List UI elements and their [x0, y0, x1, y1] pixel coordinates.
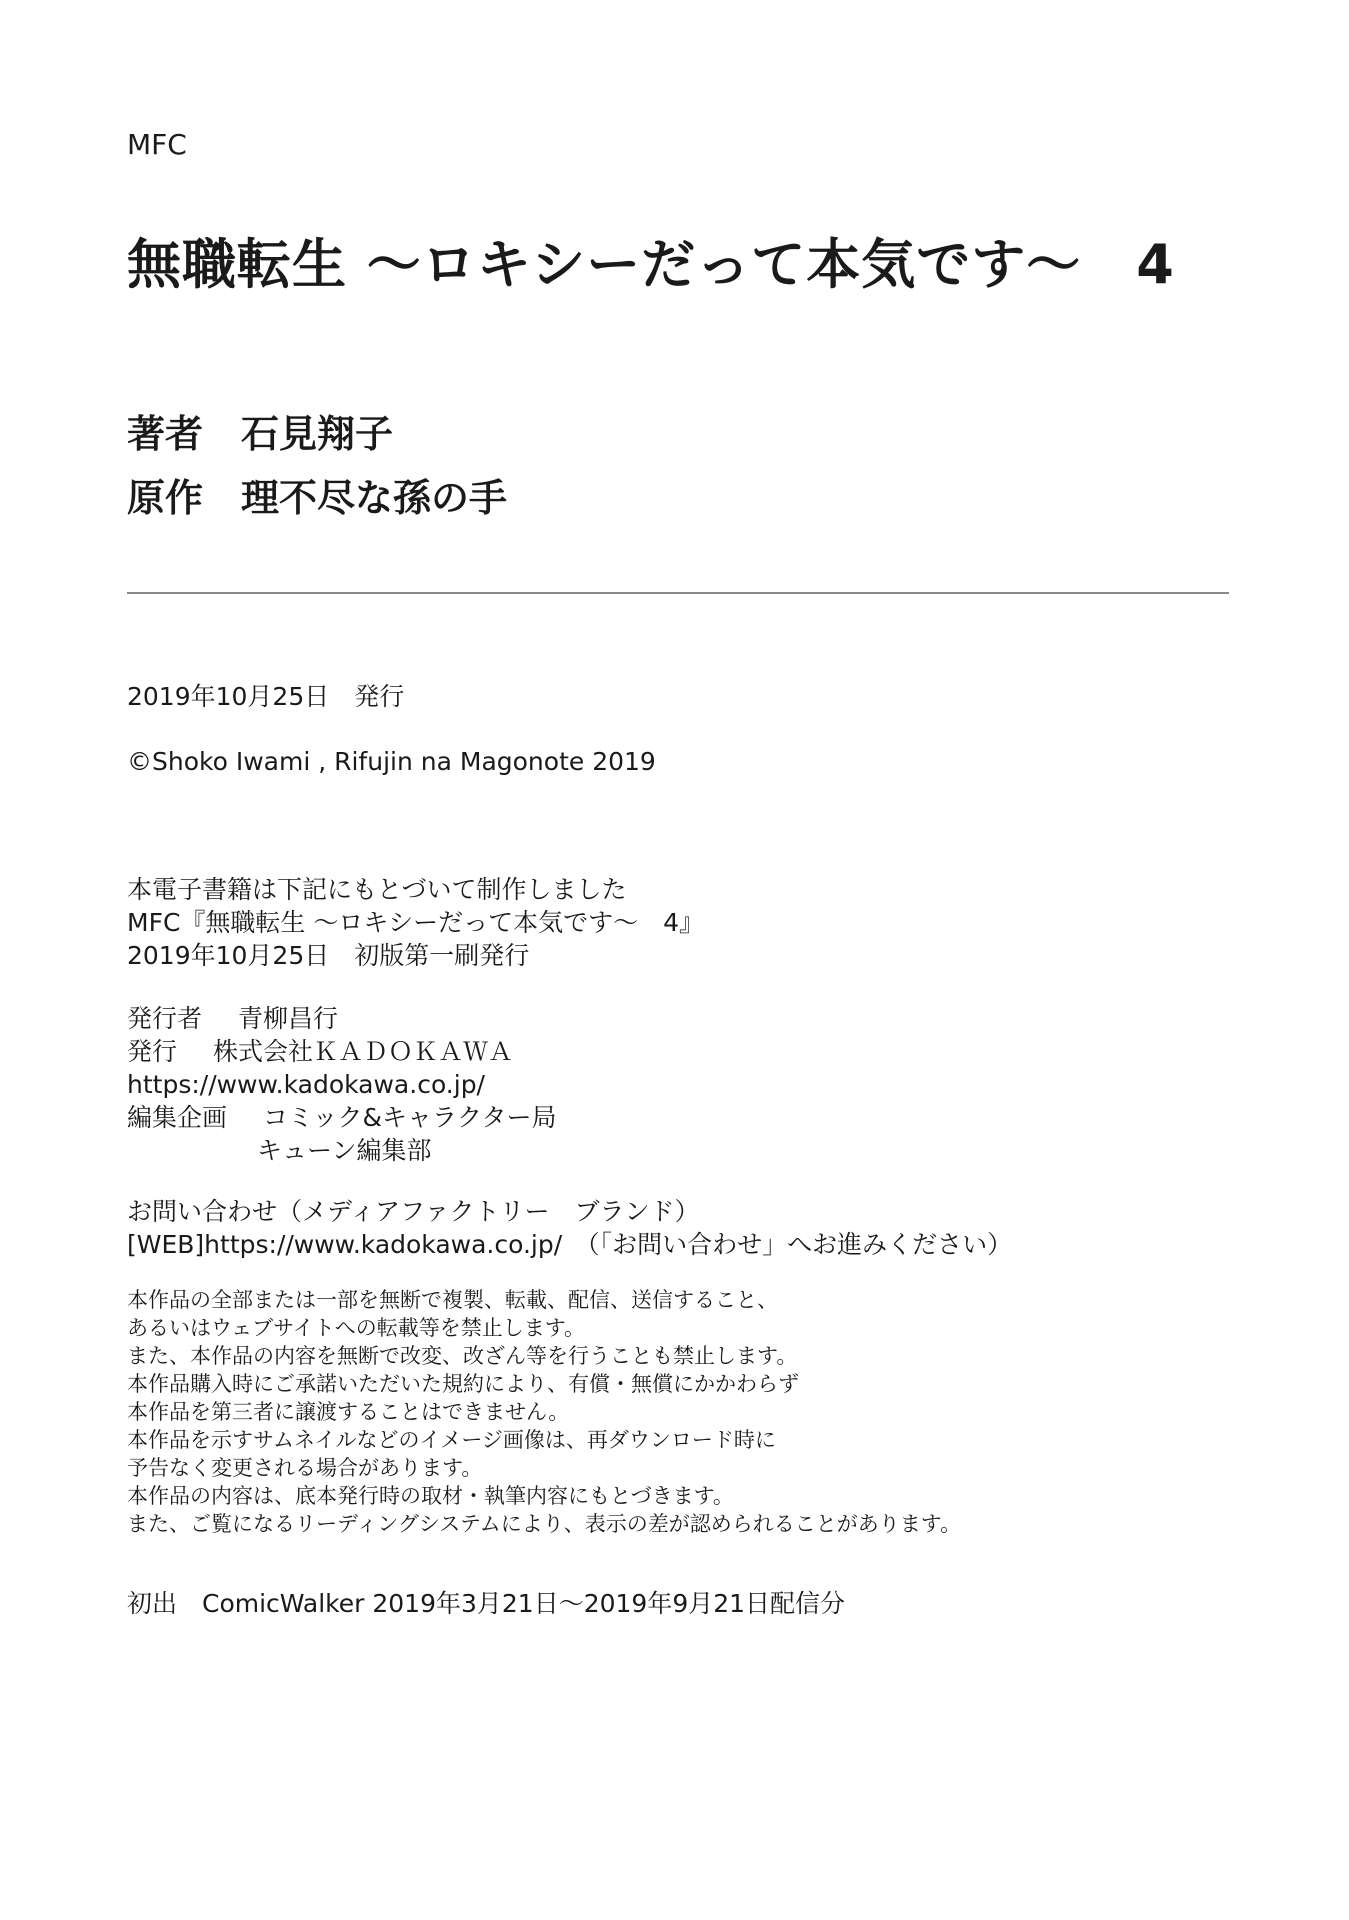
notice-line: 本作品の全部または一部を無断で複製、転載、配信、送信すること、: [127, 1288, 778, 1312]
credit-author: [127, 403, 393, 458]
notice-line: 本作品購入時にご承諾いただいた規約により、有償・無償にかかわらず: [127, 1372, 799, 1396]
issuer-line: [127, 1035, 557, 1068]
publisher-label: 発行者: [127, 1004, 203, 1033]
publisher-name: 青柳昌行: [238, 1004, 339, 1033]
credit-role: 原作: [127, 476, 204, 520]
editorial-dept: コミック&キャラクター局: [263, 1103, 557, 1132]
editorial-line: [127, 1101, 557, 1134]
publisher-url: https://www.kadokawa.co.jp/: [127, 1070, 485, 1099]
notices-block: [127, 1286, 961, 1538]
copyright-line: ©Shoko Iwami , Rifujin na Magonote 2019: [127, 747, 656, 776]
notice-line: 本作品を第三者に譲渡することはできません。: [127, 1400, 570, 1424]
source-info-block: [127, 873, 704, 972]
notice-line: 本作品の内容は、底本発行時の取材・執筆内容にもとづきます。: [127, 1484, 734, 1508]
publisher-line: [127, 1002, 557, 1035]
source-line: MFC『無職転生 ～ロキシーだって本気です～ 4』: [127, 908, 705, 937]
first-appearance: 初出 ComicWalker 2019年3月21日～2019年9月21日配信分: [127, 1589, 846, 1618]
editorial-label: 編集企画: [127, 1103, 228, 1132]
issuer-name: 株式会社ＫＡＤＯＫＡＷＡ: [213, 1037, 514, 1066]
issuer-label: 発行: [127, 1037, 178, 1066]
credit-name: 石見翔子: [241, 412, 394, 456]
contact-web: [WEB]https://www.kadokawa.co.jp/ （「お問い合わせ」へお進みください）: [127, 1230, 1013, 1259]
book-title: 無職転生 ～ロキシーだって本気です～ 4: [127, 233, 1175, 296]
credit-name: 理不尽な孫の手: [241, 476, 508, 520]
publisher-block: [127, 1002, 557, 1167]
notice-line: あるいはウェブサイトへの転載等を禁止します。: [127, 1316, 586, 1340]
source-line: 2019年10月25日 初版第一刷発行: [127, 941, 530, 970]
notice-line: また、ご覧になるリーディングシステムにより、表示の差が認められることがあります。: [127, 1512, 962, 1536]
source-line: 本電子書籍は下記にもとづいて制作しました: [127, 875, 627, 904]
publication-date: 2019年10月25日 発行: [127, 682, 405, 711]
credit-role: 著者: [127, 412, 204, 456]
divider-rule: [127, 592, 1229, 594]
editorial-subdept: キューン編集部: [257, 1136, 432, 1165]
notice-line: 予告なく変更される場合があります。: [127, 1456, 483, 1480]
contact-heading: お問い合わせ（メディアファクトリー ブランド）: [127, 1197, 700, 1226]
contact-block: [127, 1195, 1012, 1261]
imprint-label: MFC: [127, 128, 187, 161]
notice-line: 本作品を示すサムネイルなどのイメージ画像は、再ダウンロード時に: [127, 1428, 776, 1452]
notice-line: また、本作品の内容を無断で改変、改ざん等を行うことも禁止します。: [127, 1344, 798, 1368]
credit-original: [127, 467, 507, 522]
